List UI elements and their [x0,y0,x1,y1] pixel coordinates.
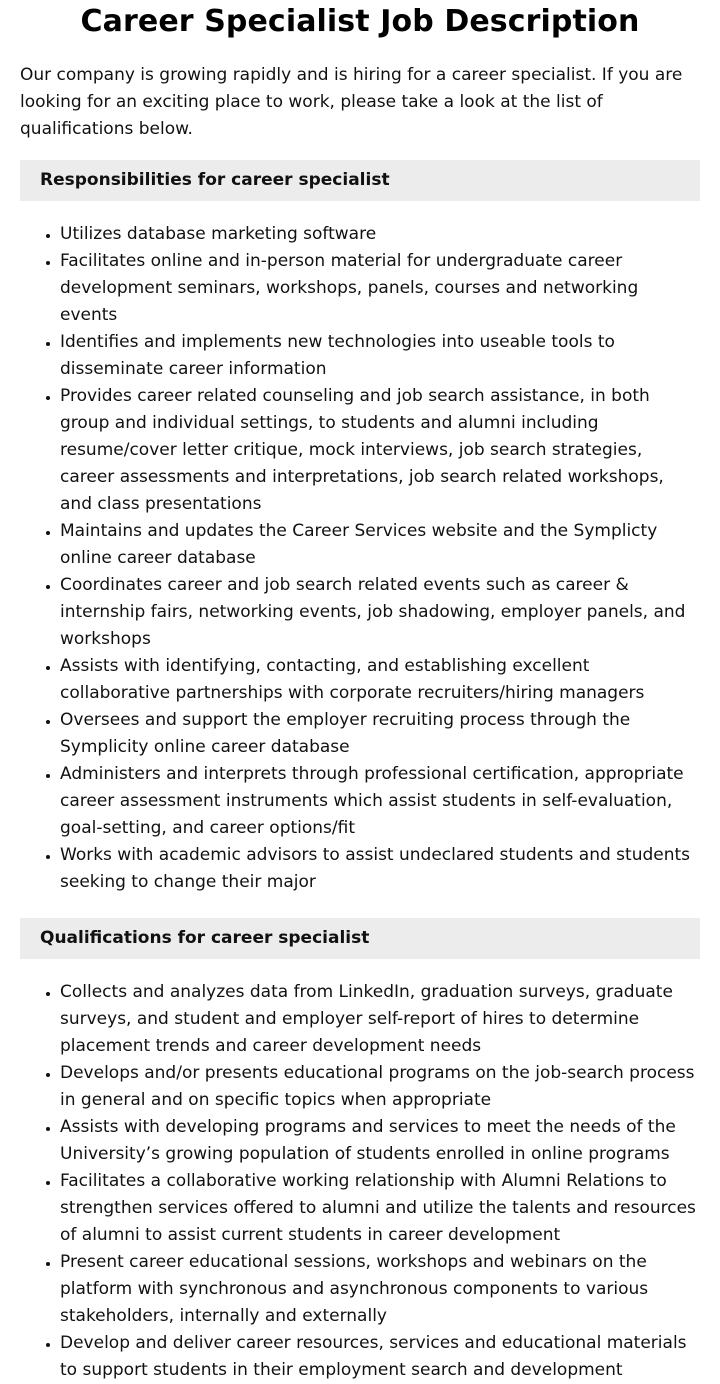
intro-paragraph: Our company is growing rapidly and is hiring for a career specialist. If you are looking for an exciting place to work, please take a look at the list of qualifications below. [20,65,683,139]
qualifications-heading: Qualifications for career specialist [20,918,700,959]
list-item: • Facilitates a collaborative working relationship with Alumni Relations to strengthen services offered to alumni and utilize the talents and resources of alumni to assist current students in career development [60,1168,700,1249]
responsibilities-list [20,221,700,896]
list-item: • Utilizes database marketing software [60,221,700,248]
list-item: • Develops and/or presents educational programs on the job-search process in general and on specific topics when appropriate [60,1060,700,1114]
list-item: • Facilitates online and in-person material for undergraduate career development seminars, workshops, panels, courses and networking events [60,248,700,329]
list-item: • Assists with identifying, contacting, and establishing excellent collaborative partnerships with corporate recruiters/hiring managers [60,653,700,707]
page-title: Career Specialist Job Description [80,4,640,39]
qualifications-list [20,979,700,1384]
list-item: • Oversees and support the employer recruiting process through the Symplicity online career database [60,707,700,761]
list-item: • Maintains and updates the Career Services website and the Symplicty online career database [60,518,700,572]
list-item: • Provides career related counseling and job search assistance, in both group and individual settings, to students and alumni including resume/cover letter critique, mock interviews, job search strategies, career assessments and interpretations, job search related workshops, and class presentations [60,383,700,518]
list-item: • Works with academic advisors to assist undeclared students and students seeking to change their major [60,842,700,896]
list-item: • Present career educational sessions, workshops and webinars on the platform with synchronous and asynchronous components to various stakeholders, internally and externally [60,1249,700,1330]
list-item: • Develop and deliver career resources, services and educational materials to support students in their employment search and development [60,1330,700,1384]
list-item: • Identifies and implements new technologies into useable tools to disseminate career information [60,329,700,383]
list-item: • Coordinates career and job search related events such as career & internship fairs, networking events, job shadowing, employer panels, and workshops [60,572,700,653]
list-item: • Assists with developing programs and services to meet the needs of the University’s growing population of students enrolled in online programs [60,1114,700,1168]
list-item: • Administers and interprets through professional certification, appropriate career assessment instruments which assist students in self-evaluation, goal-setting, and career options/fit [60,761,700,842]
list-item: • Collects and analyzes data from LinkedIn, graduation surveys, graduate surveys, and student and employer self-report of hires to determine placement trends and career development needs [60,979,700,1060]
responsibilities-heading: Responsibilities for career specialist [20,160,700,201]
